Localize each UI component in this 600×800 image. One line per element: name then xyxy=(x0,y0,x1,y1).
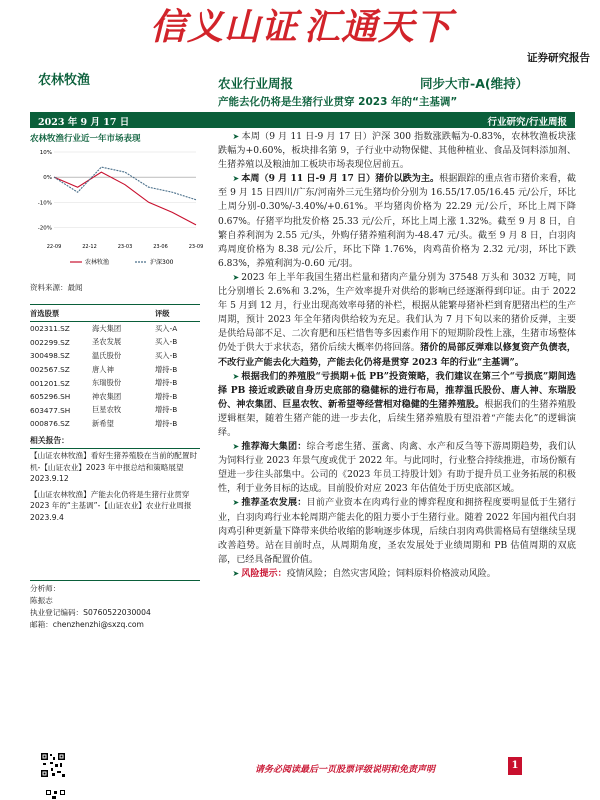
stock-code: 000876.SZ xyxy=(30,419,70,429)
paragraph-strategy xyxy=(218,370,576,440)
bullet-icon: ➤ xyxy=(232,132,240,141)
paragraph-market xyxy=(218,130,576,172)
y-tick-label: -10% xyxy=(37,200,52,207)
stock-code: 300498.SZ xyxy=(30,351,70,361)
bullet-icon: ➤ xyxy=(232,371,240,381)
brand-slogan-1: 信义山证 xyxy=(150,6,299,48)
x-tick-label: 23-09 xyxy=(188,244,204,250)
analyst-label: 分析师： xyxy=(30,584,61,593)
stock-row xyxy=(30,404,200,418)
series-line-0 xyxy=(54,172,196,225)
qr-code-icon-2 xyxy=(46,790,68,800)
bullet-icon: ➤ xyxy=(232,568,240,578)
stock-table-header xyxy=(30,305,200,322)
stock-code: 001201.SZ xyxy=(30,378,70,388)
paragraph-shengnong xyxy=(218,496,576,566)
y-tick-label: 0% xyxy=(43,175,52,182)
x-tick-label: 22-12 xyxy=(82,244,97,250)
series-line-1 xyxy=(54,167,196,200)
chart-source: 资料来源：最闻 xyxy=(30,283,83,292)
paragraph-lead: 推荐圣农发展： xyxy=(241,497,307,509)
date-bar xyxy=(30,112,575,128)
analyst-block xyxy=(30,580,200,631)
stock-rating: 买入-A xyxy=(155,323,178,333)
y-tick-label: -20% xyxy=(37,225,52,232)
stock-name: 圣农发展 xyxy=(92,337,122,347)
chart-svg xyxy=(30,144,204,279)
stock-name: 新希望 xyxy=(92,418,114,428)
stock-row xyxy=(30,322,200,336)
header-blank xyxy=(92,305,155,322)
paragraph-haida xyxy=(218,440,576,496)
brand-slogan-2: 汇通天下 xyxy=(304,6,453,48)
stock-rating: 增持-B xyxy=(155,391,178,401)
paragraph-text: 2023 年上半年我国生猪出栏量和猪肉产量分别为 37548 万头和 3032 万吨，同比分别增长 2.6%和 3.2%，生产效率提升对供给的影响已经逐渐得到印证。由于 2022 年 5 月到 12 月，行业出现高效率母猪的补栏，根据从能繁母猪补栏到育肥猪出栏的生产周期，预计 2023 年全年猪肉供给较为充足。我们认为 7 月下旬以来的猪价反弹，主要是供给局部不足、二次育肥和压栏惜售等多因素作用下的短期阶段性上涨，生猪市场整体仍处于供大于求状态，猪价后续大概率仍将回落。 xyxy=(218,272,576,354)
paragraph-text: 综合考虑生猪、蛋禽、肉禽、水产和反刍等下游周期趋势，我们认为饲料行业 2023 年景气度或优于 2022 年。与此同时，行业整合持续推进，市场份额有望进一步往头部集中。公司的《2023 年员工持股计划》有助于提升员工业务拓展的积极性，利于业务目标的达成。目前股价对应 2023 年估值处于历史底部区域。 xyxy=(218,442,576,495)
stock-code: 002567.SZ xyxy=(30,365,70,375)
related-reports xyxy=(30,450,200,527)
risk-label: 风险提示： xyxy=(241,567,287,579)
paragraph-lead: 根据我们的养殖股“亏损期+低 PB”投资策略，我们建议在第三个“亏损底”期间选择 PB 接近或跌破自身历史底部的稳健标的进行布局，推荐温氏股份、唐人神、东瑞股份、神农集团、巨星农牧、新希望等经营相对稳健的生猪养殖股。 xyxy=(218,370,576,410)
report-title: 农业行业周报 xyxy=(218,76,294,91)
paragraph-text: 本周（9 月 11 日-9 月 17 日）沪深 300 指数涨跌幅为-0.83%，农林牧渔板块涨跌幅为+0.60%，板块排名第 9，子行业中动物保健、其他种植业、食品及饲料添加剂、生猪养殖以及粮油加工板块市场表现位居前五。 xyxy=(218,132,576,171)
stock-name: 东瑞股份 xyxy=(92,378,122,388)
header-rating: 评级 xyxy=(155,305,200,322)
report-category: 行业研究/行业周报 xyxy=(487,117,567,128)
report-subtitle: 产能去化仍将是生猪行业贯穿 2023 年的“主基调” xyxy=(218,96,458,108)
main-content xyxy=(218,130,576,581)
y-tick-label: 10% xyxy=(39,150,52,156)
paragraph-risk xyxy=(218,567,576,581)
related-report-item[interactable]: 【山证农林牧渔】产能去化仍将是生猪行业贯穿 2023 年的“主基调”-【山证农业】农业行业周报 2023.9.4 xyxy=(30,489,192,522)
header-stock: 首选股票 xyxy=(30,305,92,322)
paragraph-text: 目前产业资本在肉鸡行业的博弈程度和拥挤程度要明显低于生猪行业，白羽肉鸡行业本轮周期产能去化的阻力要小于生猪行业。随着 2022 年国内祖代白羽肉鸡引种更新量下降带来供给收缩的影响逐步体现，后续白羽肉鸡供需格局有望继续呈现改善趋势。站在目前时点，从周期角度，圣农发展处于业绩周期和 PB 估值周期的双底部，已经具备配置价值。 xyxy=(218,498,576,565)
stock-code: 002299.SZ xyxy=(30,337,70,347)
report-date: 2023 年 9 月 17 日 xyxy=(38,117,130,128)
stock-rating: 增持-B xyxy=(155,405,178,415)
stock-table xyxy=(30,304,200,431)
paragraph-conclusion: 猪价的局部反弹难以修复资产负债表，不改行业产能去化大趋势，产能去化仍将是贯穿 2023 年的行业“主基调”。 xyxy=(218,342,576,368)
paragraph-prices xyxy=(218,172,576,271)
paragraph-lead: 推荐海大集团： xyxy=(241,441,307,453)
stock-row xyxy=(30,390,200,404)
stock-rating: 增持-B xyxy=(155,418,178,428)
paragraph-supply xyxy=(218,271,576,370)
bullet-icon: ➤ xyxy=(232,174,240,184)
x-tick-label: 23-06 xyxy=(153,244,168,250)
sector-name: 农林牧渔 xyxy=(38,73,91,88)
bullet-icon: ➤ xyxy=(232,498,240,508)
stock-name: 唐人神 xyxy=(92,364,114,374)
paragraph-text: 根据我们的生猪养殖股逻辑框架，随着生猪产能的进一步去化，后续生猪养殖股有望沿着“产能去化”的逻辑演绎。 xyxy=(218,399,576,438)
brand-logo xyxy=(150,0,480,48)
x-tick-label: 22-09 xyxy=(46,244,62,250)
stock-code: 002311.SZ xyxy=(30,324,70,334)
paragraph-lead: 本周（9 月 11 日-9 月 17 日）猪价以跌为主。 xyxy=(241,173,440,185)
bullet-icon: ➤ xyxy=(232,442,240,452)
stock-row xyxy=(30,417,200,431)
stock-rating: 增持-B xyxy=(155,378,178,388)
stock-rating: 买入-B xyxy=(155,337,178,347)
analyst-license: 执业登记编码：S0760522030004 xyxy=(30,608,151,617)
stock-rating: 买入-B xyxy=(155,350,178,360)
stock-row xyxy=(30,336,200,350)
stock-name: 巨星农牧 xyxy=(92,405,122,415)
stock-code: 603477.SH xyxy=(30,405,71,415)
stock-row xyxy=(30,349,200,363)
market-performance-chart xyxy=(30,144,204,279)
related-report-item[interactable]: 【山证农林牧渔】看好生猪养殖股在当前的配置时机-【山证农业】2023 年中报总结和策略展望 2023.9.12 xyxy=(30,451,198,483)
legend-label: 沪深300 xyxy=(150,259,174,266)
stock-row xyxy=(30,376,200,390)
stock-code: 605296.SH xyxy=(30,392,71,402)
disclaimer-text: 请务必阅读最后一页股票评级说明和免责声明 xyxy=(255,765,436,775)
related-reports-title: 相关报告： xyxy=(30,435,200,449)
legend-label: 农林牧渔 xyxy=(85,259,110,266)
bullet-icon: ➤ xyxy=(232,272,240,282)
chart-title: 农林牧渔行业近一年市场表现 xyxy=(30,134,141,144)
stock-rating: 增持-B xyxy=(155,364,178,374)
analyst-name: 陈振志 xyxy=(30,596,53,605)
paragraph-text: 根据跟踪的重点省市猪价来看，截至 9 月 15 日四川/广东/河南外三元生猪均价分别为 16.55/17.05/16.45 元/公斤，环比上周分别-0.30%/-3.40%/+0.61%。平均猪肉价格为 22.29 元/公斤，环比上周下降 0.67%。仔猪平均批发价格 25.33 元/公斤，环比上周上涨 1.32%。截至 9 月 8 日，自繁自养利润为 2.55 元/头，外购仔猪养殖利润为-48.47 元/头。截至 9 月 8 日，白羽肉鸡周度价格为 8.38 元/公斤，环比下降 1.76%，肉鸡苗价格为 2.32 元/羽，环比下跌 6.83%，养殖利润为-0.60 元/羽。 xyxy=(218,174,576,269)
industry-rating: 同步大市-A(维持） xyxy=(420,76,529,91)
stock-name: 神农集团 xyxy=(92,391,122,401)
paragraph-text: 疫情风险；自然灾害风险；饲料原料价格波动风险。 xyxy=(286,568,496,579)
stock-row xyxy=(30,363,200,377)
stock-name: 温氏股份 xyxy=(92,350,122,360)
qr-code-icon xyxy=(40,752,66,778)
report-type: 证券研究报告 xyxy=(527,52,590,64)
stock-name: 海大集团 xyxy=(92,323,122,333)
sidebar xyxy=(30,132,204,629)
x-tick-label: 23-03 xyxy=(117,244,133,250)
analyst-email[interactable]: 邮箱：chenzhenzhi@sxzq.com xyxy=(30,620,144,629)
page-number: 1 xyxy=(508,757,522,775)
